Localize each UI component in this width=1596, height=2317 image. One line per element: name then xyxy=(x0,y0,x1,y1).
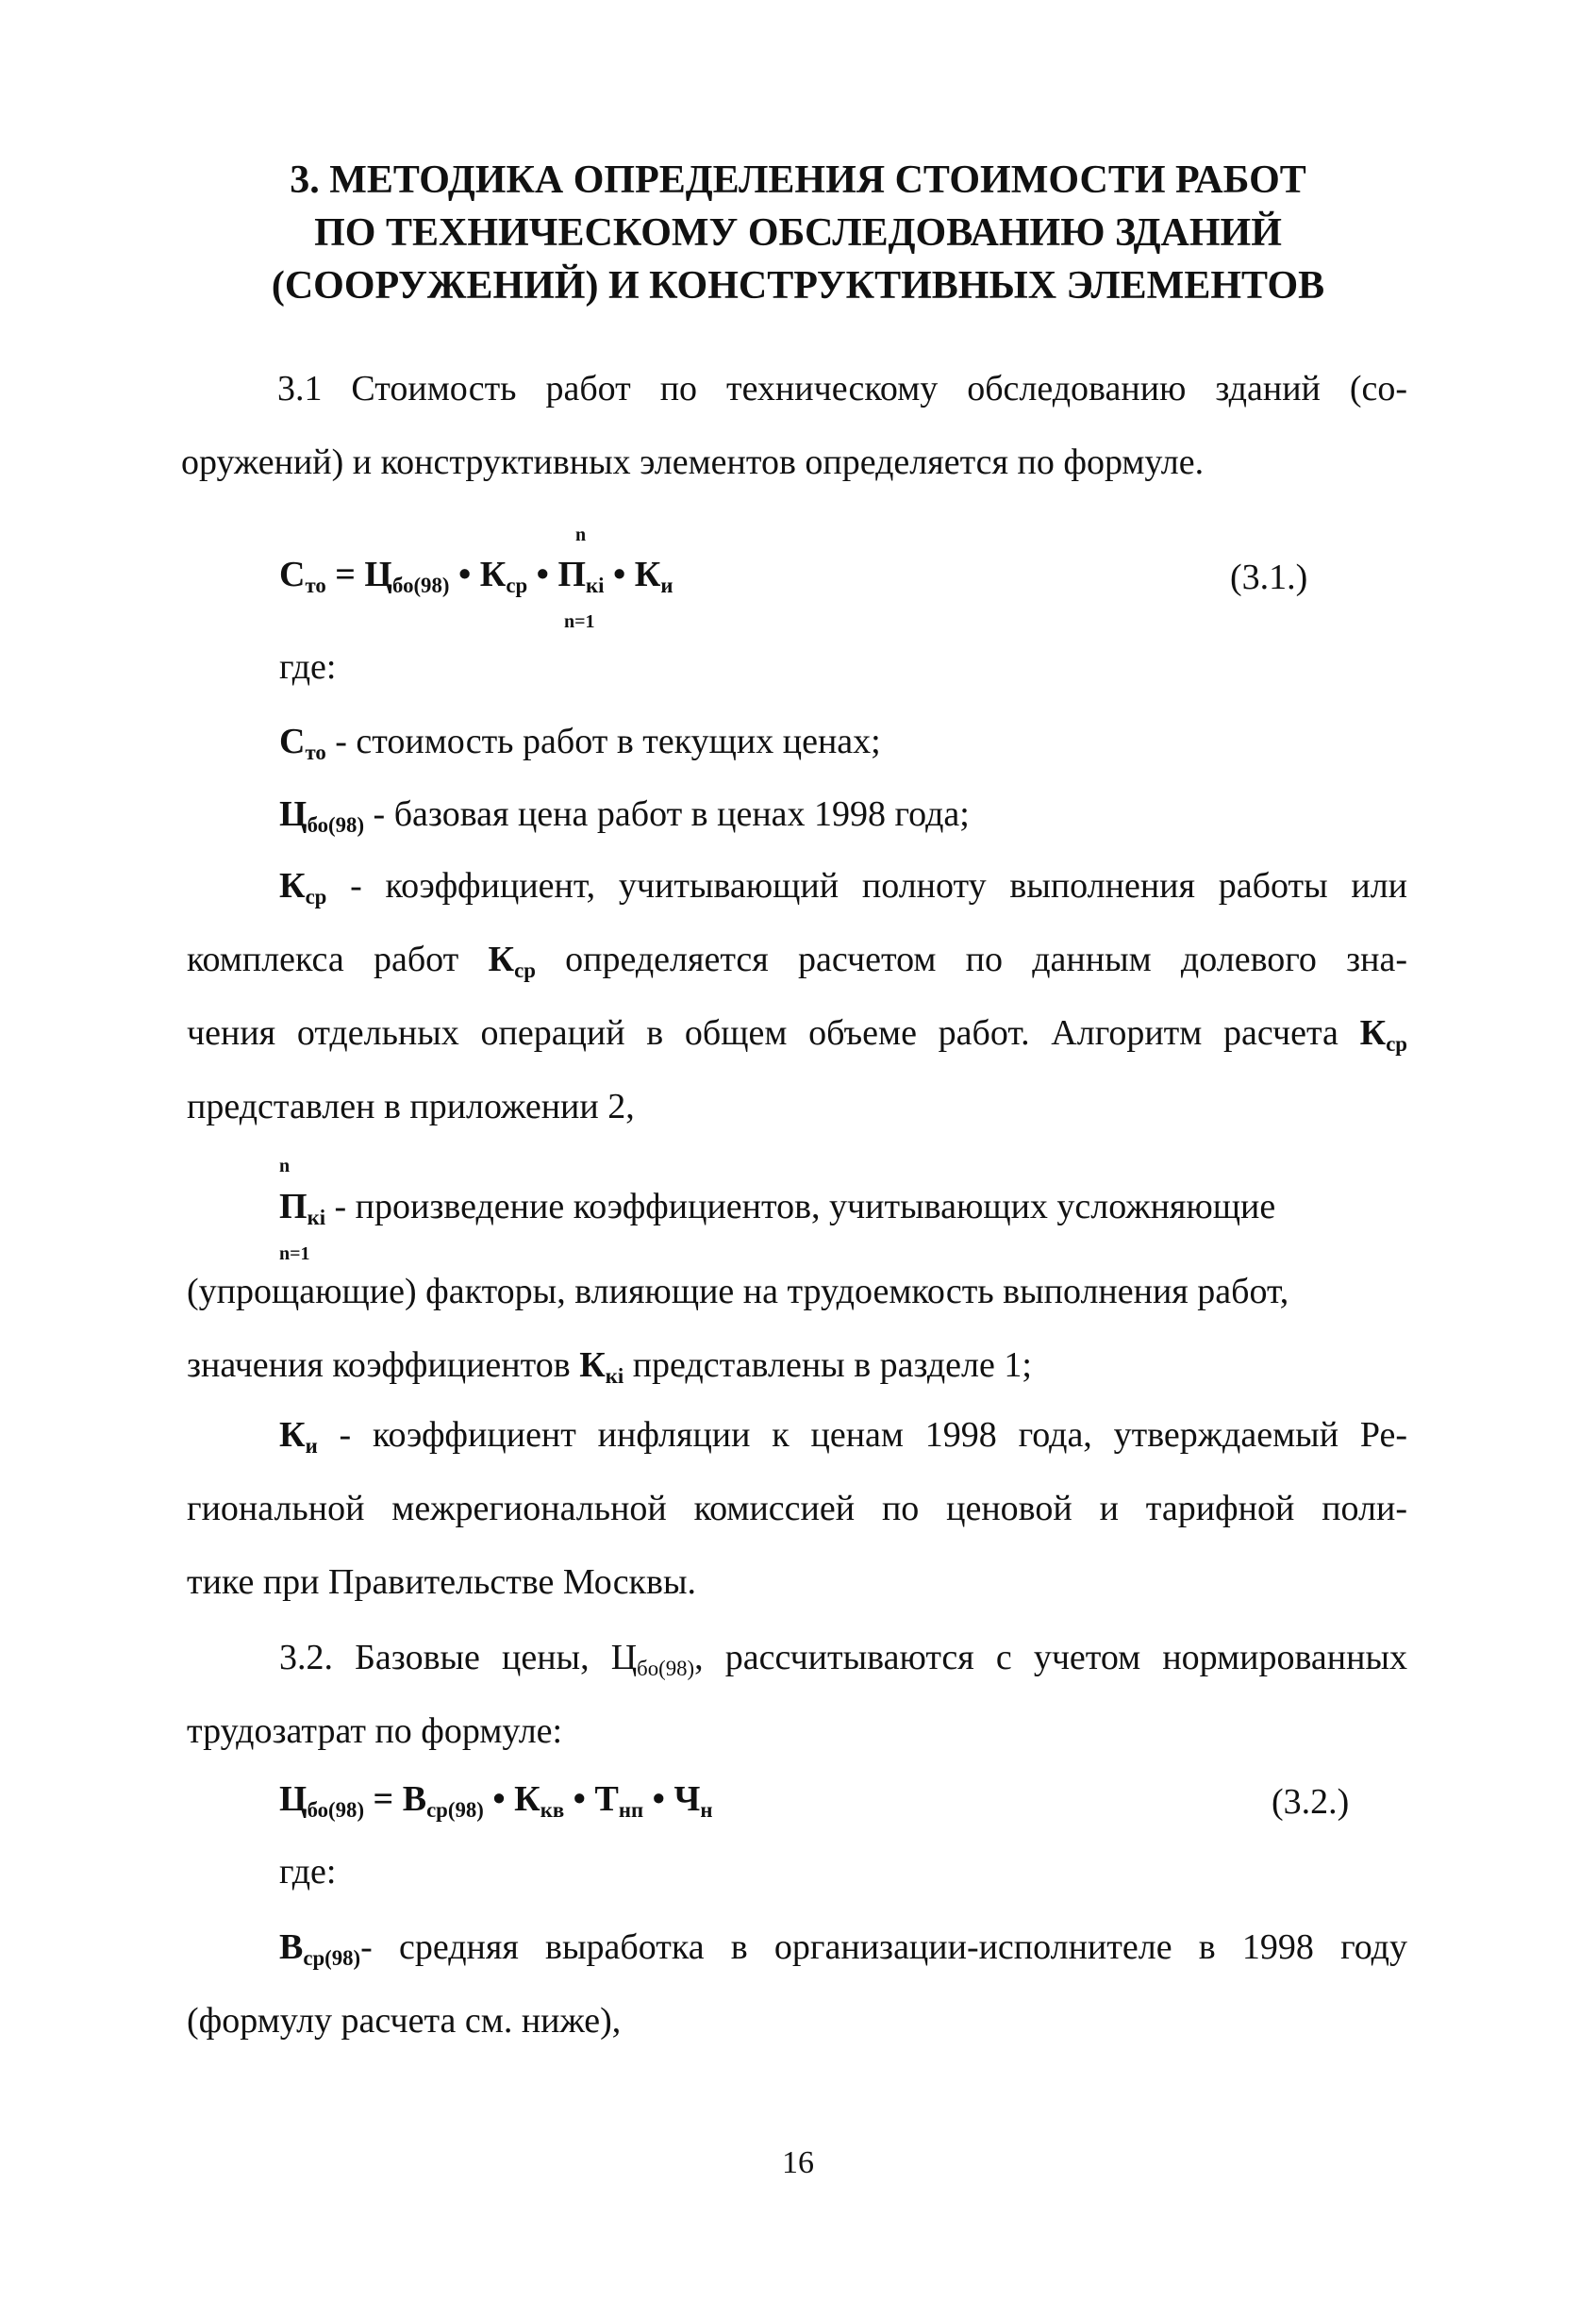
p31-line-2: оружений) и конструктивных элементов определяется по формуле. xyxy=(181,442,1205,482)
pi-line-3: значения коэффициентов $К_{кі}$ представлены в разделе 1; xyxy=(187,1345,1032,1388)
ksr-line-4: представлен в приложении 2, xyxy=(187,1087,635,1126)
definition-k-sr xyxy=(187,849,1407,1143)
formula-1-lower-limit: n=1 xyxy=(564,611,595,632)
title-line-2: ПО ТЕХНИЧЕСКОМУ ОБСЛЕДОВАНИЮ ЗДАНИЙ xyxy=(314,211,1282,255)
definition-c-to: $С_{то}$ - стоимость работ в текущих ценах; xyxy=(279,722,881,764)
paragraph-3-1 xyxy=(181,352,1407,499)
vsr-line-1: $В_{ср(98)}-$ средняя выработка в организации-исполнителе в 1998 году xyxy=(279,1927,1407,1970)
p32-line-1: 3.2. Базовые цены, $Ц_{бо(98)}$, рассчитываются с учетом нормированных xyxy=(279,1638,1407,1680)
where-label-2: где: xyxy=(279,1852,337,1892)
definition-product: $П_{кі}$ - произведение коэффициентов, учитывающих усложняющие xyxy=(279,1187,1276,1229)
paragraph-3-2 xyxy=(187,1621,1407,1768)
p32-line-2: трудозатрат по формуле: xyxy=(187,1711,563,1751)
p31-line-1: 3.1 Стоимость работ по техническому обследованию зданий (со- xyxy=(277,369,1407,408)
ksr-line-3: чения отдельных операций в общем объеме работ. Алгоритм расчета $К_{ср}$ xyxy=(187,1013,1407,1056)
title-line-1: 3. МЕТОДИКА ОПРЕДЕЛЕНИЯ СТОИМОСТИ РАБОТ xyxy=(290,158,1306,202)
ki-line-3: тике при Правительстве Москвы. xyxy=(187,1562,696,1602)
section-title xyxy=(0,154,1596,312)
formula-3-2: $Ц_{бо(98)} = В_{ср(98)}$ • $К_{кв}$ • $Т_{нп}$ • $Ч_н$ xyxy=(279,1779,713,1822)
where-label-1: где: xyxy=(279,647,337,687)
pi-line-2: (упрощающие) факторы, влияющие на трудоемкость выполнения работ, xyxy=(187,1272,1289,1311)
equation-number-3-1: (3.1.) xyxy=(1230,558,1308,597)
definition-v-sr xyxy=(187,1910,1407,2058)
page-number: 16 xyxy=(782,2145,814,2180)
definition-k-i xyxy=(187,1398,1407,1619)
equation-number-3-2: (3.2.) xyxy=(1272,1782,1350,1822)
vsr-line-2: (формулу расчета см. ниже), xyxy=(187,2001,622,2041)
definition-product-cont xyxy=(187,1255,1407,1402)
ki-line-2: гиональной межрегиональной комиссией по ценовой и тарифной поли- xyxy=(187,1489,1407,1528)
ksr-line-2: комплекса работ $К_{ср}$ определяется расчетом по данным долевого зна- xyxy=(187,940,1407,982)
product-upper-limit: n xyxy=(279,1156,291,1176)
product-lower-limit: n=1 xyxy=(279,1243,310,1264)
ki-line-1: $К_и$ - коэффициент инфляции к ценам 1998 года, утверждаемый Ре- xyxy=(279,1415,1407,1458)
formula-1-upper-limit: n xyxy=(575,525,587,545)
definition-ts-bo: $Ц_{бо(98)}$ - базовая цена работ в ценах 1998 года; xyxy=(279,794,970,837)
title-line-3: (СООРУЖЕНИЙ) И КОНСТРУКТИВНЫХ ЭЛЕМЕНТОВ xyxy=(271,264,1325,308)
ksr-line-1: $К_{ср}$ - коэффициент, учитывающий полноту выполнения работы или xyxy=(279,866,1407,908)
formula-3-1: $С_{то} = Ц_{бо(98)}$ • $К_{ср}$ • $П_{кі}$ • $К_и$ xyxy=(279,555,673,597)
